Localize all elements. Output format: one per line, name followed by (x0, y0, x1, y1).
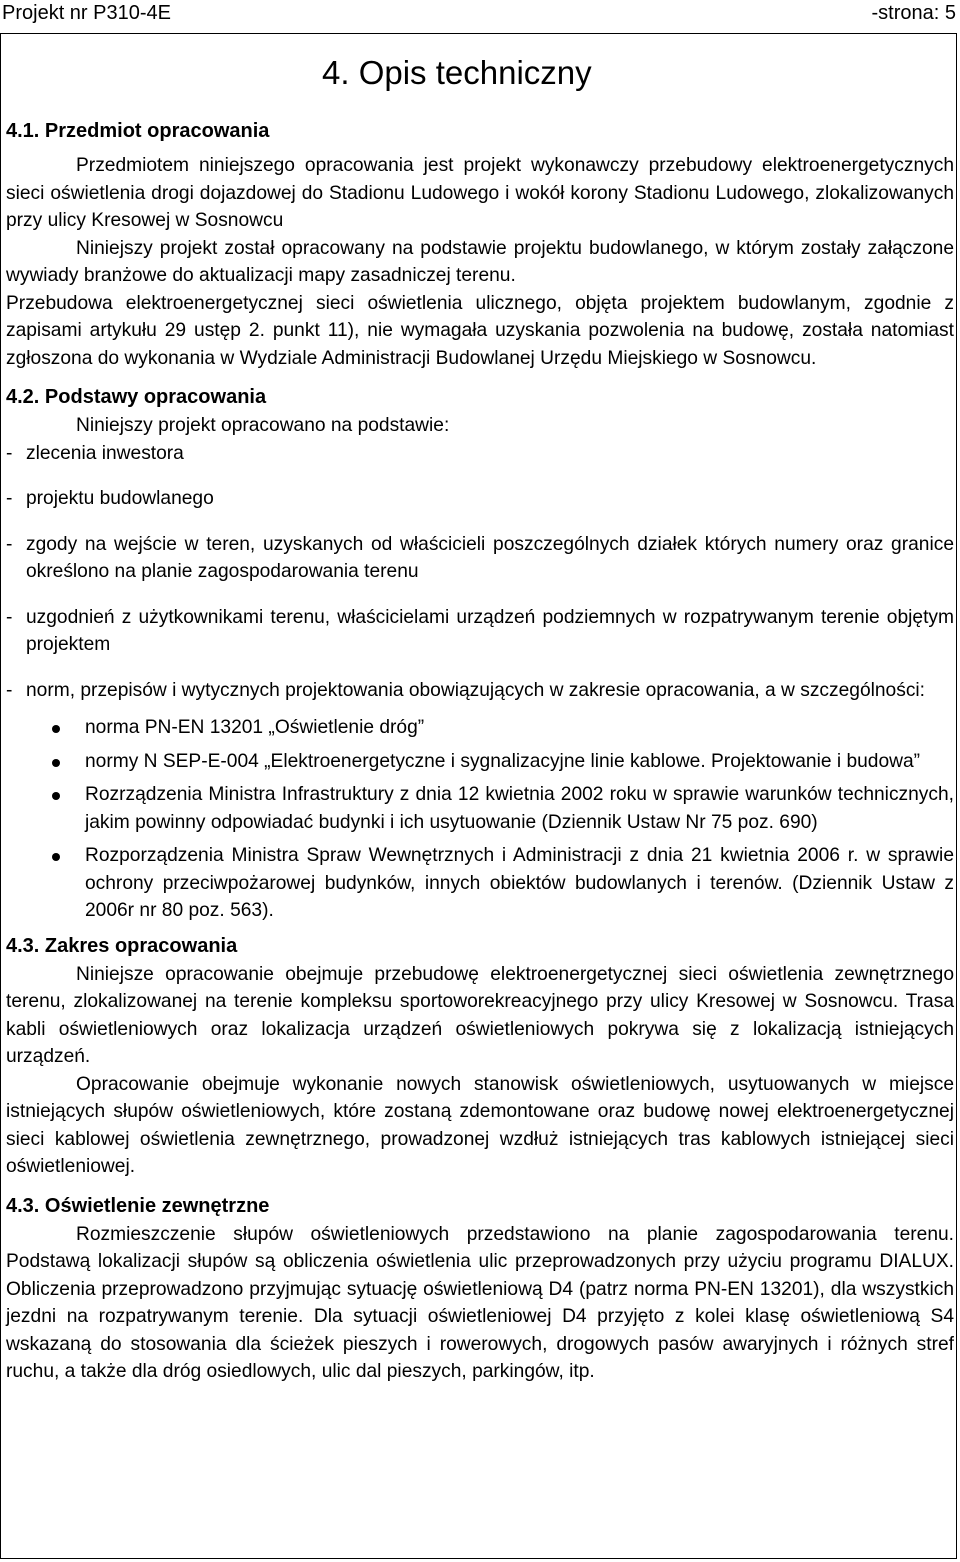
bullet-item: norma PN-EN 13201 „Oświetlenie dróg” (6, 714, 954, 742)
document-body (6, 116, 954, 1386)
bullet-item: Rozrządzenia Ministra Infrastruktury z dnia 12 kwietnia 2002 roku w sprawie warunków technicznych, jakim powinny odpowiadać budynki i ich usytuowanie (Dziennik Ustaw Nr 75 poz. 690) (6, 781, 954, 836)
project-number: Projekt nr P310-4E (2, 2, 171, 24)
paragraph: Przebudowa elektroenergetycznej sieci oświetlenia ulicznego, objęta projektem budowlanym, zgodnie z zapisami artykułu 29 ustęp 2. punkt 11), nie wymagała uzyskania pozwolenia na budowę, została natomiast zgłoszona do wykonania w Wydziale Administracji Budowlanej Urzędu Miejskiego w Sosnowcu. (6, 292, 954, 369)
paragraph: Opracowanie obejmuje wykonanie nowych stanowisk oświetleniowych, usytuowanych w miejsce istniejących słupów oświetleniowych, które zostaną zdemontowane oraz budowę nowej elektroenergetycznej sieci kablowej oświetlenia zewnętrznego, prowadzonej wzdłuż istniejących tras kablowych istniejącej sieci oświetleniowej. (6, 1073, 954, 1177)
basis-list (6, 440, 954, 705)
list-item: - projektu budowlanego (6, 485, 954, 513)
section-heading-4-1: 4.1. Przedmiot opracowania (6, 120, 270, 142)
bullet-item: Rozporządzenia Ministra Spraw Wewnętrznych i Administracji z dnia 21 kwietnia 2006 r. w sprawie ochrony przeciwpożarowej budynków, innych obiektów budowlanych i terenów. (Dziennik Ustaw z 2006r nr 80 poz. 563). (6, 842, 954, 925)
section-heading-4-2: 4.2. Podstawy opracowania (6, 386, 267, 408)
document-title: 4. Opis techniczny (322, 54, 592, 91)
paragraph: Niniejszy projekt opracowano na podstawie: (76, 415, 450, 436)
list-item: - norm, przepisów i wytycznych projektowania obowiązujących w zakresie opracowania, a w szczególności: (6, 677, 954, 705)
bullet-item: normy N SEP-E-004 „Elektroenergetyczne i sygnalizacyjne linie kablowe. Projektowanie i budowa” (6, 748, 954, 776)
list-item: - zgody na wejście w teren, uzyskanych od właścicieli poszczególnych działek których numery oraz granice określono na planie zagospodarowania terenu (6, 531, 954, 586)
standards-list (6, 714, 954, 925)
page-number: -strona: 5 (871, 2, 956, 24)
paragraph: Przedmiotem niniejszego opracowania jest projekt wykonawczy przebudowy elektroenergetycznych sieci oświetlenia drogi dojazdowej do Stadionu Ludowego i wokół korony Stadionu Ludowego, zlokalizowanych przy ulicy Kresowej w Sosnowcu (6, 155, 954, 231)
paragraph: Rozmieszczenie słupów oświetleniowych przedstawiono na planie zagospodarowania terenu. Podstawą lokalizacji słupów są obliczenia oświetlenia ulic przeprowadzonych przy użyciu programu DIALUX. Obliczenia przeprowadzono przyjmując sytuację oświetleniową D4 (patrz norma PN-EN 13201), dla wszystkich jezdni na rozpatrywanym terenie. Dla sytuacji oświetleniowej D4 przyjęto z kolei klasę oświetleniową S4 wskazaną do stosowania dla ścieżek pieszych i rowerowych, drogowych pasów awaryjnych i różnych stref ruchu, a także dla dróg osiedlowych, ulic dal pieszych, parkingów, itp. (6, 1223, 954, 1382)
section-heading-4-3-scope: 4.3. Zakres opracowania (6, 934, 238, 957)
paragraph: Niniejsze opracowanie obejmuje przebudowę elektroenergetycznej sieci oświetlenia zewnętrznego terenu, zlokalizowanej na terenie kompleksu sportoworekreacyjnego przy ulicy Kresowej w Sosnowcu. Trasa kabli oświetleniowych oraz lokalizacja urządzeń oświetleniowych pokrywa się z lokalizacją istniejących urządzeń. (6, 963, 954, 1067)
section-heading-4-3-lighting: 4.3. Oświetlenie zewnętrzne (6, 1194, 270, 1217)
list-item: - zlecenia inwestora (6, 440, 954, 468)
paragraph: Niniejszy projekt został opracowany na podstawie projektu budowlanego, w którym zostały załączone wywiady branżowe do aktualizacji mapy zasadniczej terenu. (6, 237, 954, 286)
list-item: - uzgodnień z użytkownikami terenu, właścicielami urządzeń podziemnych w rozpatrywanym terenie objętym projektem (6, 604, 954, 659)
